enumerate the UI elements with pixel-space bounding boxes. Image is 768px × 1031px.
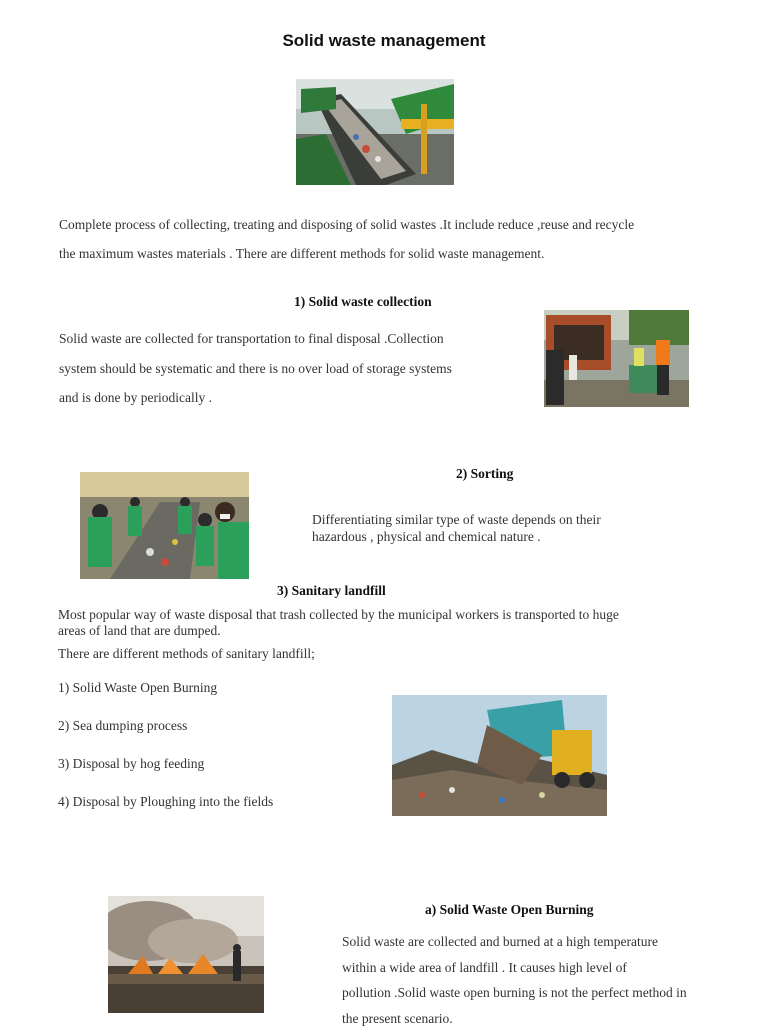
landfill-heading: 3) Sanitary landfill (277, 583, 386, 599)
intro-line-1: Complete process of collecting, treating and disposing of solid wastes .It include reduce ,reuse and recycle (59, 217, 739, 246)
landfill-methods-intro: There are different methods of sanitary landfill; (58, 646, 315, 662)
burning-line-3: pollution .Solid waste open burning is not the perfect method in (342, 980, 742, 1006)
dump-truck-photo (392, 695, 607, 816)
intro-paragraph (59, 217, 739, 262)
collection-line-2: system should be systematic and there is no over load of storage systems (59, 354, 519, 384)
page-title: Solid waste management (0, 31, 768, 51)
burning-paragraph (342, 929, 742, 1031)
method-item-4: 4) Disposal by Ploughing into the fields (58, 794, 273, 810)
landfill-line-2: areas of land that are dumped. (58, 623, 738, 639)
collection-line-1: Solid waste are collected for transportation to final disposal .Collection (59, 324, 519, 354)
sorting-paragraph (312, 511, 712, 545)
collection-line-3: and is done by periodically . (59, 383, 519, 413)
landfill-line-1: Most popular way of waste disposal that trash collected by the municipal workers is transported to huge (58, 607, 738, 623)
collection-paragraph (59, 324, 519, 413)
sorting-line-1: Differentiating similar type of waste depends on their (312, 511, 712, 528)
burning-line-2: within a wide area of landfill . It causes high level of (342, 955, 742, 981)
burning-line-4: the present scenario. (342, 1006, 742, 1031)
open-burning-photo (108, 896, 264, 1013)
collection-heading: 1) Solid waste collection (294, 294, 432, 310)
recycling-conveyor-photo (296, 79, 454, 185)
method-item-3: 3) Disposal by hog feeding (58, 756, 204, 772)
burning-line-1: Solid waste are collected and burned at a high temperature (342, 929, 742, 955)
sorting-line-2: hazardous , physical and chemical nature . (312, 528, 712, 545)
sorting-heading: 2) Sorting (456, 466, 513, 482)
method-item-1: 1) Solid Waste Open Burning (58, 680, 217, 696)
landfill-paragraph (58, 607, 738, 639)
sorting-workers-photo (80, 472, 249, 579)
burning-heading: a) Solid Waste Open Burning (425, 902, 594, 918)
garbage-truck-photo (544, 310, 689, 407)
method-item-2: 2) Sea dumping process (58, 718, 187, 734)
intro-line-2: the maximum wastes materials . There are different methods for solid waste management. (59, 246, 739, 262)
